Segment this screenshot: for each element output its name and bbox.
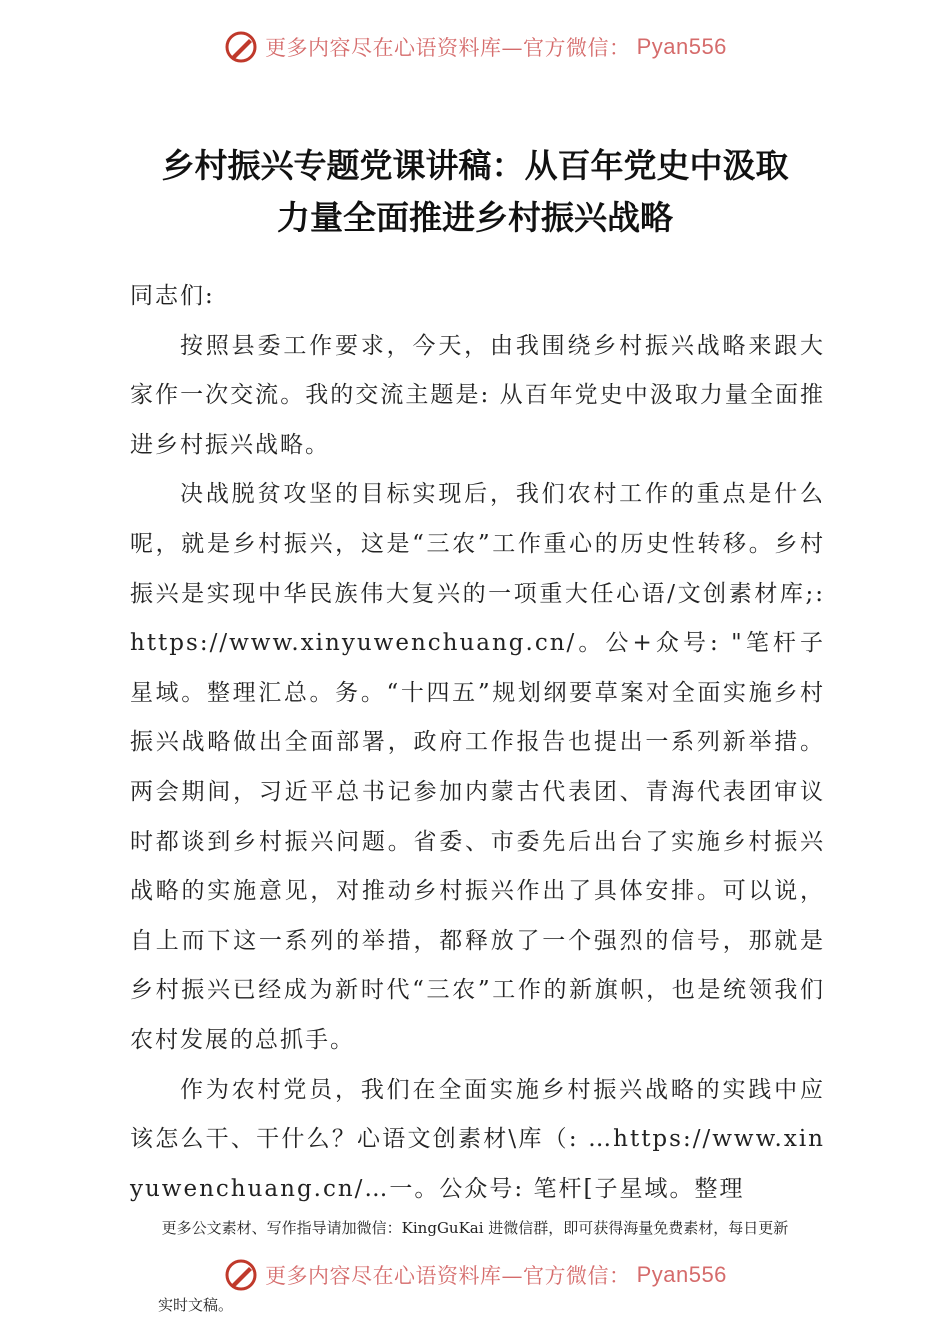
paragraph: 决战脱贫攻坚的目标实现后，我们农村工作的重点是什么呢，就是乡村振兴，这是“三农”工作重心的历史性转移。乡村振兴是实现中华民族伟大复兴的一项重大任心语/文创素材库;: https://www.xinyuwenchuang.cn/。公+众号: "笔杆子星域。整理汇总。务。“十四五”规划纲要草案对全面实施乡村振兴战略做出全面部署，政府工作报告也提出一系列新举措。两会期间，习近平总书记参加内蒙古代表团、青海代表团审议时都谈到乡村振兴问题。省委、市委先后出台了实施乡村振兴战略的实施意见，对推动乡村振兴作出了具体安排。可以说，自上而下这一系列的举措，都释放了一个强烈的信号，那就是乡村振兴已经成为新时代“三农”工作的新旗帜，也是统领我们农村发展的总抓手。 bbox=[130, 481, 825, 1053]
footer-note: 更多公文素材、写作指导请加微信：KingGuKai 进微信群，即可获得海量免费素材，每日更新 bbox=[161, 1219, 789, 1237]
title-line-2: 力量全面推进乡村振兴战略 bbox=[277, 198, 673, 237]
watermark-text: 更多内容尽在心语资料库—官方微信： bbox=[265, 1264, 631, 1288]
watermark-wechat-id: Pyan556 bbox=[636, 1262, 727, 1287]
paragraph: 按照县委工作要求，今天，由我围绕乡村振兴战略来跟大家作一次交流。我的交流主题是: 从百年党史中汲取力量全面推进乡村振兴战略。 bbox=[130, 332, 825, 458]
header-watermark bbox=[0, 27, 950, 67]
footer-watermark bbox=[0, 1255, 950, 1295]
watermark-text: 更多内容尽在心语资料库—官方微信： bbox=[265, 36, 631, 60]
paragraph: 作为农村党员，我们在全面实施乡村振兴战略的实践中应该怎么干、干什么？心语文创素材\库（: …https://www.xinyuwenchuang.cn/…一。公众号: 笔杆[子星域。整理 bbox=[130, 1076, 825, 1202]
document-title bbox=[100, 140, 850, 244]
title-line-1: 乡村振兴专题党课讲稿：从百年党史中汲取 bbox=[161, 146, 789, 185]
watermark-wechat-id: Pyan556 bbox=[636, 34, 727, 59]
document-body bbox=[130, 272, 825, 1214]
footer-tail: 实时文稿。 bbox=[158, 1296, 234, 1314]
pen-logo-icon bbox=[223, 1257, 259, 1293]
salutation: 同志们: bbox=[130, 283, 215, 309]
pen-logo-icon bbox=[223, 29, 259, 65]
